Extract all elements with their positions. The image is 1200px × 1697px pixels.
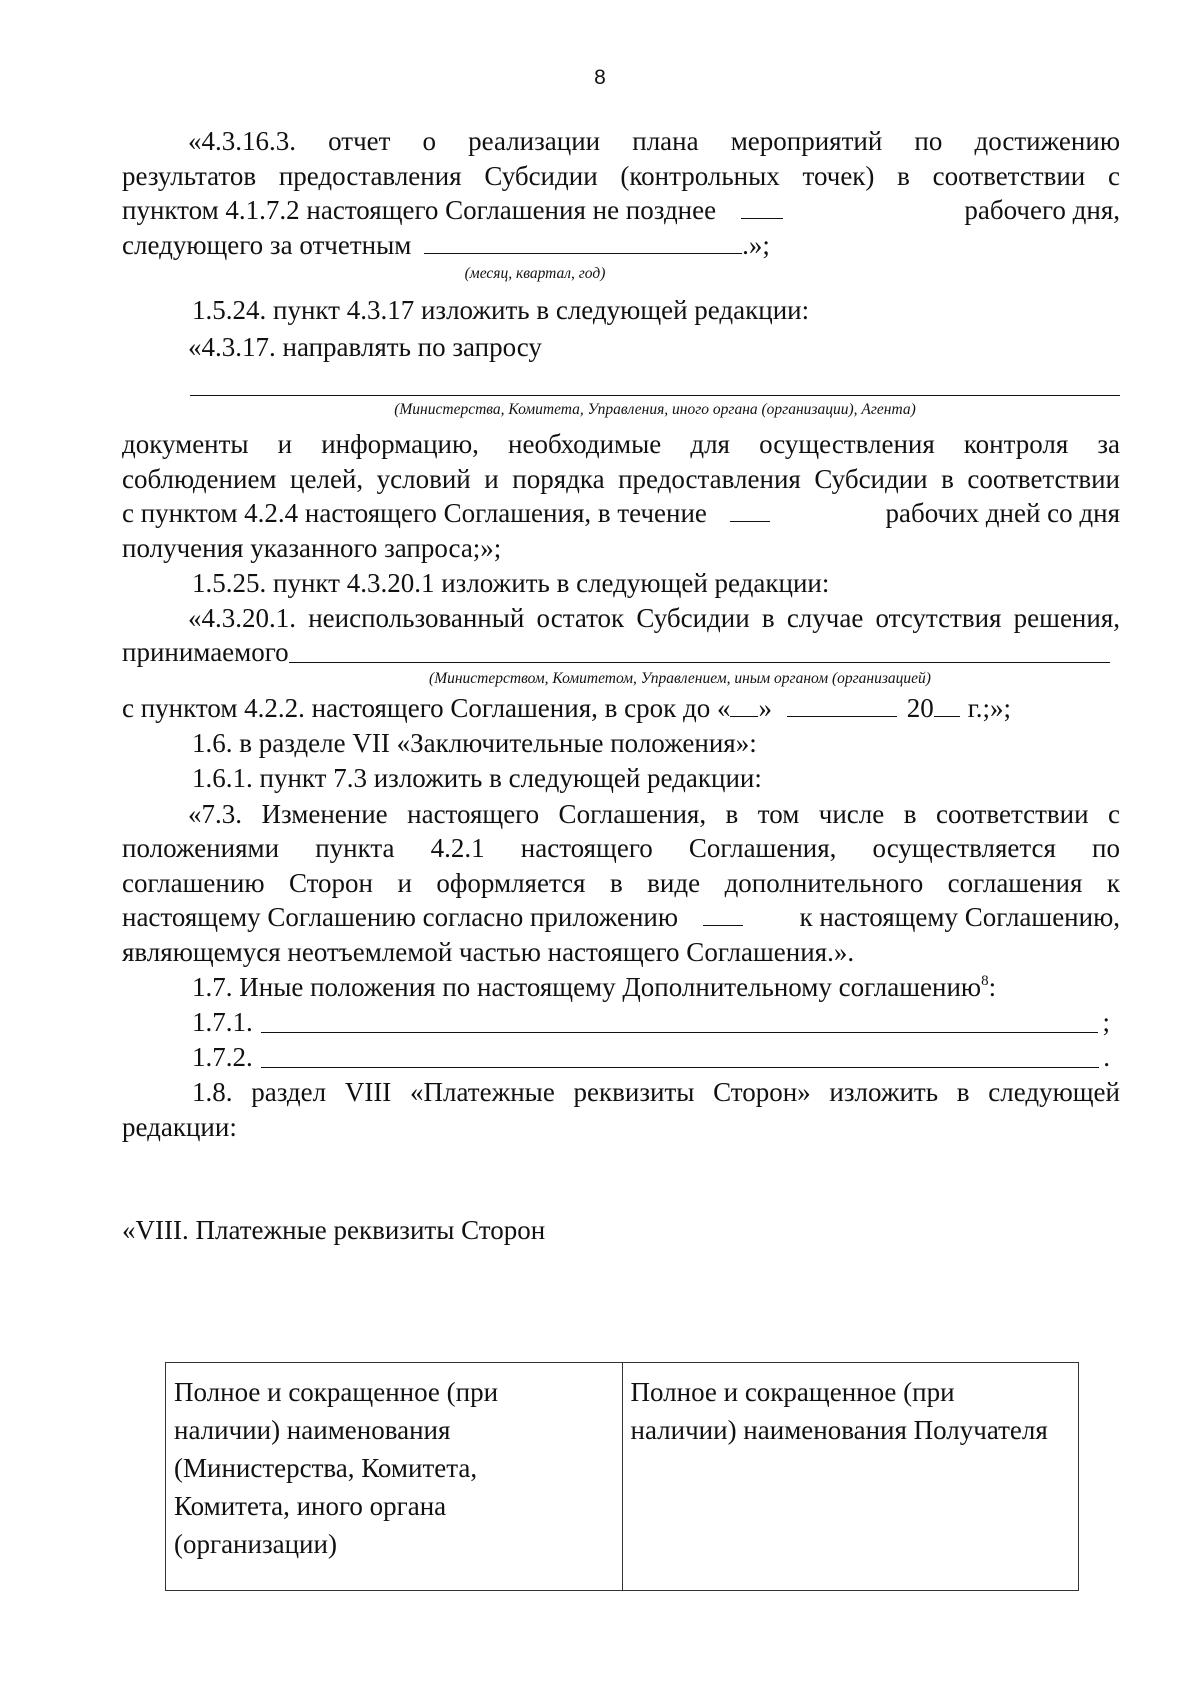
cell-line: Комитета, иного органа — [174, 1491, 447, 1521]
paragraph-line: «7.3. Изменение настоящего Соглашения, в том числе в соответствии с — [188, 799, 1120, 829]
blank-field[interactable] — [741, 194, 783, 219]
paragraph-line: соглашению Сторон и оформляется в виде дополнительного соглашения к — [122, 868, 1120, 898]
text-fragment: : — [988, 972, 997, 1002]
paragraph-line: являющемуся неотъемлемой частью настоящего Соглашения.». — [122, 937, 855, 967]
blank-field[interactable] — [934, 692, 960, 717]
paragraph-line: «4.3.17. направлять по запросу — [188, 332, 542, 362]
item-label: 1.7.2. — [192, 1042, 253, 1072]
cell-line: (Министерства, Комитета, — [174, 1453, 478, 1483]
paragraph-line — [122, 635, 1120, 669]
cell-line: наличии) наименования Получателя — [630, 1415, 1048, 1445]
paragraph-line — [122, 900, 1120, 934]
paragraph-line: получения указанного запроса;»; — [122, 533, 502, 563]
text-fragment: принимаемого — [122, 637, 289, 667]
paragraph-line: редакции: — [122, 1112, 237, 1142]
blank-field[interactable] — [289, 662, 1110, 663]
footnote-mark: 8 — [981, 973, 989, 989]
section-heading: 1.6.1. пункт 7.3 изложить в следующей редакции: — [192, 763, 762, 793]
section-heading: 1.5.25. пункт 4.3.20.1 изложить в следующей редакции: — [192, 568, 830, 598]
text-fragment: с пунктом 4.2.4 настоящего Соглашения, в течение — [122, 498, 707, 528]
text-fragment: » — [758, 693, 772, 723]
text-fragment: ; — [1102, 1007, 1110, 1037]
paragraph-line: соблюдением целей, условий и порядка предоставления Субсидии в соответствии — [122, 464, 1120, 494]
page-number: 8 — [594, 66, 606, 89]
section-heading — [192, 970, 1120, 1004]
paragraph-line — [122, 228, 1120, 262]
requisites-table — [165, 1362, 1079, 1591]
paragraph-line: положениями пункта 4.2.1 настоящего Соглашения, осуществляется по — [122, 833, 1120, 863]
blank-field[interactable] — [261, 1067, 1100, 1068]
text-fragment: рабочего дня, — [964, 195, 1120, 225]
text-fragment: к настоящему Соглашению, — [799, 902, 1120, 932]
section-heading: 1.6. в разделе VII «Заключительные положения»: — [192, 728, 757, 758]
cell-line: Полное и сокращенное (при — [630, 1377, 955, 1407]
section-title: «VIII. Платежные реквизиты Сторон — [122, 1215, 546, 1245]
paragraph-line: документы и информацию, необходимые для осуществления контроля за — [122, 429, 1120, 459]
text-fragment: 1.7. Иные положения по настоящему Дополнительному соглашению — [192, 972, 982, 1002]
text-fragment: г.;»; — [967, 693, 1011, 723]
table-cell-right — [622, 1363, 1079, 1591]
table-row — [166, 1363, 1079, 1591]
field-caption: (Министерства, Комитета, Управления, иного органа (организации), Агента) — [394, 401, 916, 418]
list-item — [192, 1005, 1110, 1039]
paragraph-line: «4.3.20.1. неиспользованный остаток Субсидии в случае отсутствия решения, — [188, 603, 1120, 633]
text-fragment: пунктом 4.1.7.2 настоящего Соглашения не позднее — [122, 195, 717, 225]
table-cell-left — [166, 1363, 623, 1591]
section-heading: 1.5.24. пункт 4.3.17 изложить в следующей редакции: — [192, 295, 810, 325]
blank-field[interactable] — [261, 1032, 1099, 1033]
blank-field[interactable] — [787, 692, 897, 717]
text-fragment: .»; — [742, 230, 770, 260]
paragraph-line: «4.3.16.3. отчет о реализации плана мероприятий по достижению — [188, 126, 1120, 156]
list-item — [192, 1040, 1110, 1074]
text-fragment: 20 — [906, 693, 934, 723]
paragraph-line: 1.8. раздел VIII «Платежные реквизиты Сторон» изложить в следующей — [192, 1077, 1120, 1107]
item-label: 1.7.1. — [192, 1007, 253, 1037]
cell-line: Полное и сокращенное (при — [174, 1377, 499, 1407]
cell-line: (организации) — [174, 1529, 337, 1559]
field-caption: (Министерством, Комитетом, Управлением, иным органом (организацией) — [429, 670, 931, 687]
text-fragment: настоящему Соглашению согласно приложению — [122, 902, 679, 932]
text-fragment: рабочих дней со дня — [885, 498, 1120, 528]
text-fragment: с пунктом 4.2.2. настоящего Соглашения, в срок до « — [122, 693, 731, 723]
field-caption: (месяц, квартал, год) — [464, 265, 606, 282]
blank-field[interactable] — [730, 497, 770, 522]
blank-field[interactable] — [424, 229, 742, 254]
paragraph-line — [122, 496, 1120, 530]
text-fragment: . — [1103, 1042, 1110, 1072]
blank-line[interactable] — [190, 395, 1120, 396]
paragraph-line — [122, 193, 1120, 227]
paragraph-line: результатов предоставления Субсидии (контрольных точек) в соответствии с — [122, 161, 1120, 191]
blank-field[interactable] — [703, 901, 743, 926]
blank-field[interactable] — [730, 692, 758, 717]
cell-line: наличии) наименования — [174, 1415, 451, 1445]
paragraph-line — [122, 691, 1120, 725]
text-fragment: следующего за отчетным — [122, 230, 412, 260]
